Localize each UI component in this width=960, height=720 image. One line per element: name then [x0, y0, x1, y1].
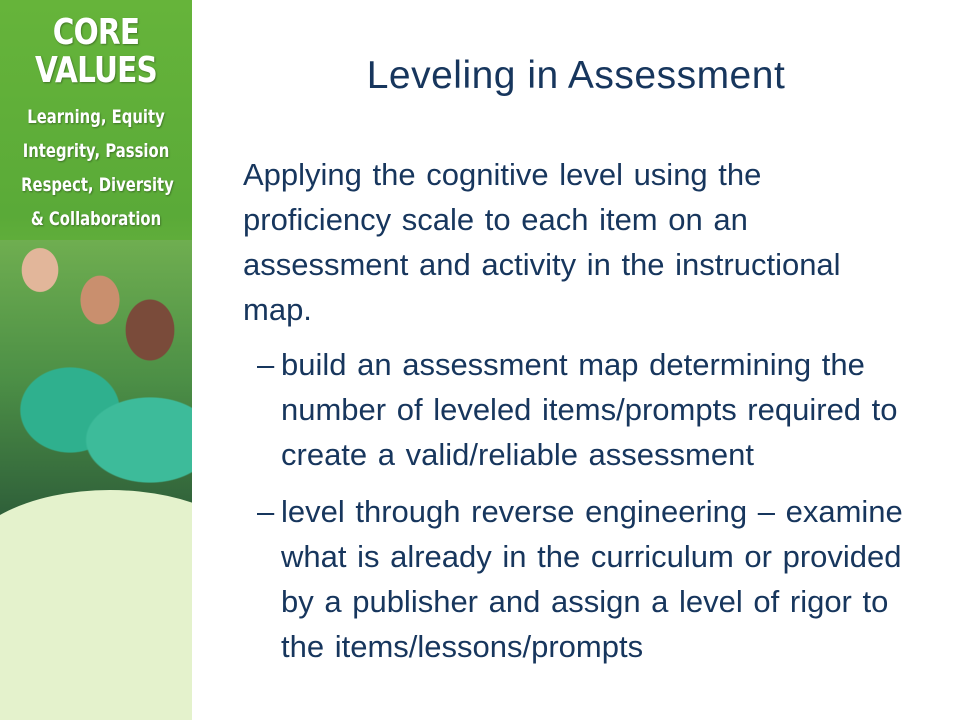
- banner-value-item: & Collaboration: [30, 208, 162, 230]
- intro-paragraph: Applying the cognitive level using the proficiency scale to each item on an assessment and activity in the instructional map.: [243, 157, 841, 327]
- dash-bullet: –: [257, 494, 275, 529]
- banner-title: [17, 14, 174, 90]
- banner-values-list: [21, 100, 174, 236]
- banner-title-line1: CORE: [52, 12, 140, 53]
- banner-title-line2: VALUES: [35, 50, 157, 91]
- banner-value-item: Integrity, Passion: [22, 140, 170, 162]
- banner-value-item: Learning, Equity: [27, 106, 165, 128]
- slide-body: [243, 152, 943, 681]
- banner-wave-decoration: [0, 490, 192, 720]
- sub-bullet-item: [243, 342, 921, 477]
- banner-value-item: Respect, Diversity: [21, 174, 174, 196]
- banner-text: [0, 14, 192, 236]
- core-values-banner: [0, 0, 192, 720]
- sub-bullet-text: level through reverse engineering – examine what is already in the curriculum or provided by a publisher and assign a level of rigor to the items/lessons/prompts: [281, 494, 903, 664]
- sub-bullet-text: build an assessment map determining the number of leveled items/prompts required to create a valid/reliable assessment: [281, 347, 898, 472]
- students-photo: [0, 240, 192, 520]
- slide-title: Leveling in Assessment: [366, 54, 786, 97]
- sub-bullet-item: [243, 489, 921, 669]
- sub-bullet-list: [243, 342, 943, 669]
- dash-bullet: –: [257, 347, 275, 382]
